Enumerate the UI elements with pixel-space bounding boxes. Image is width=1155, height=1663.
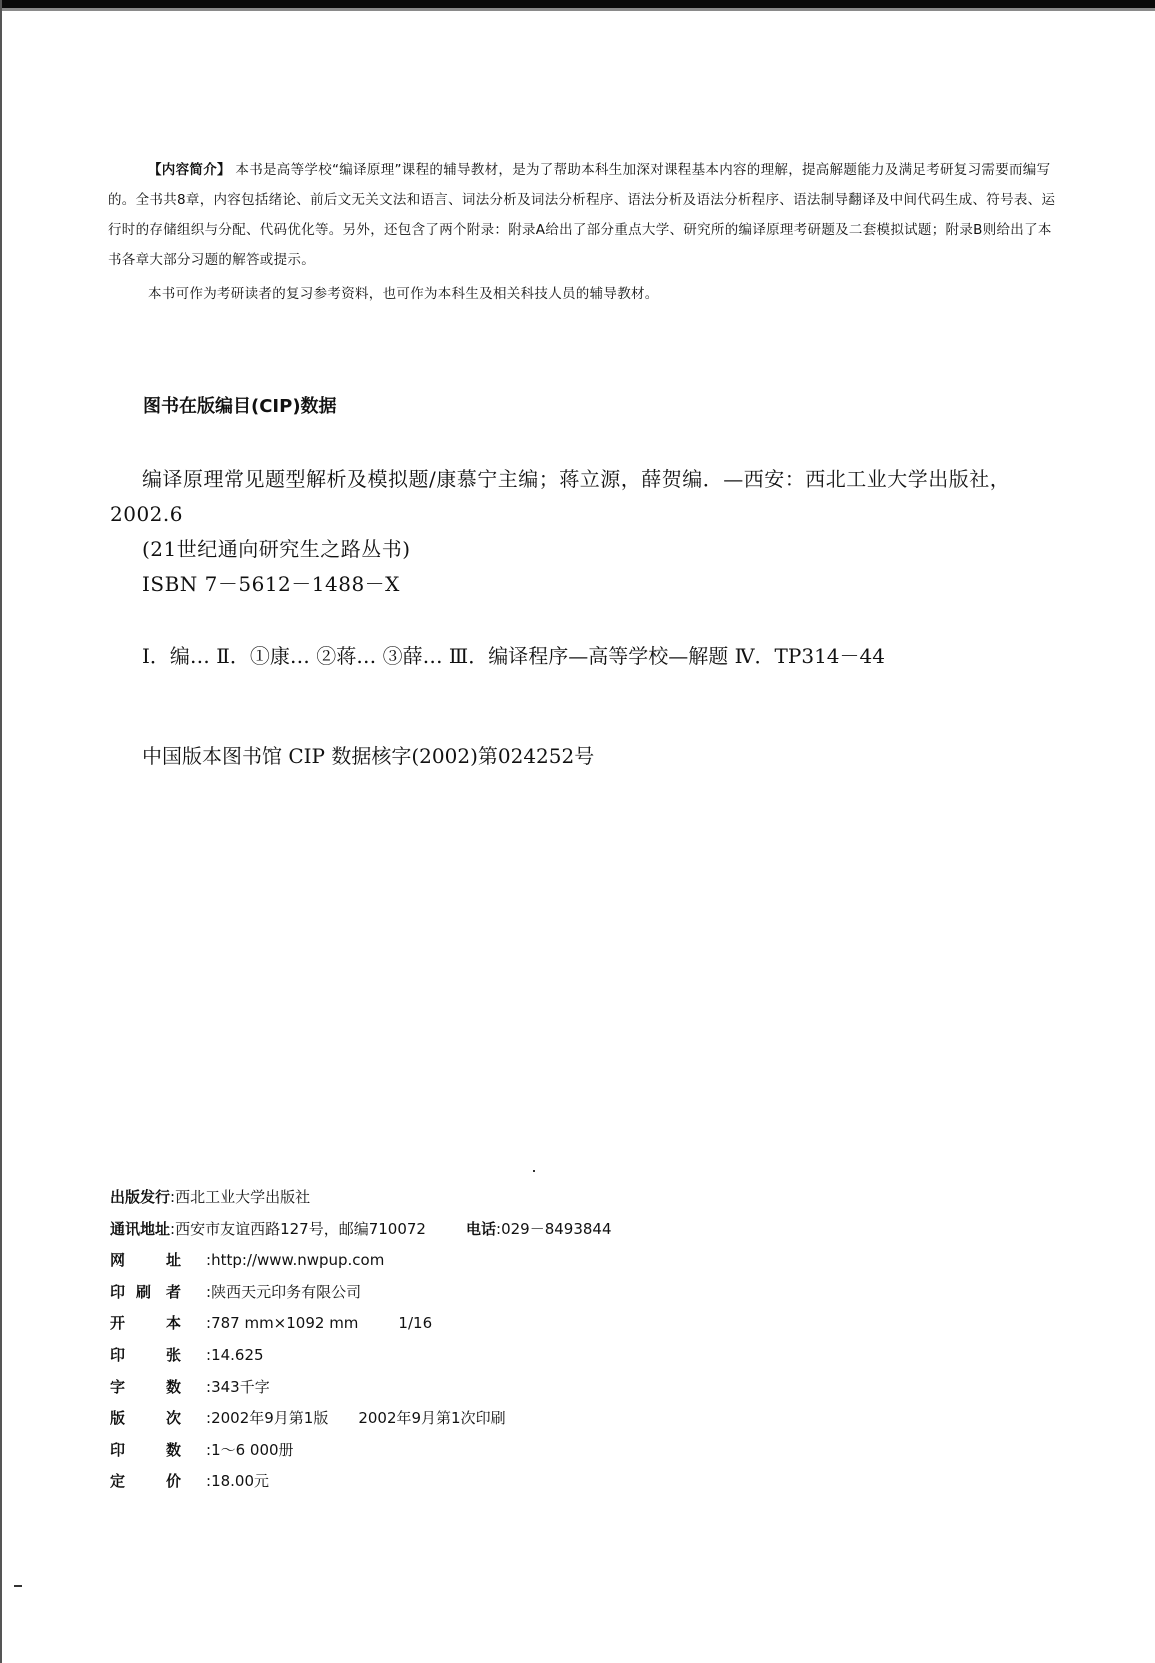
format-row: 开 本 : 787 mm×1092 mm 1/16 — [110, 1308, 1010, 1340]
edition-label-a: 版 — [110, 1409, 126, 1428]
summary-label: 【内容简介】 — [148, 162, 231, 178]
copies-value: 1～6 000册 — [211, 1440, 294, 1459]
price-label-b: 价 — [166, 1472, 182, 1491]
format-label-a: 开 — [110, 1314, 126, 1333]
copies-label-a: 印 — [110, 1440, 126, 1459]
cip-title: 图书在版编目(CIP)数据 — [143, 396, 337, 417]
cip-record — [110, 462, 1070, 602]
printer-label-a: 印 — [110, 1282, 126, 1301]
content-summary — [108, 155, 1058, 309]
cip-series: (21世纪通向研究生之路丛书) — [142, 537, 411, 561]
price-row: 定 价 : 18.00元 — [110, 1466, 1010, 1498]
cip-isbn: ISBN 7－5612－1488－X — [142, 572, 400, 596]
sheets-label-a: 印 — [110, 1345, 126, 1364]
cip-entry: 编译原理常见题型解析及模拟题/康慕宁主编；蒋立源，薛贺编．—西安：西北工业大学出版社，2002.6 — [110, 467, 1011, 526]
page-left-edge — [0, 0, 2, 1663]
words-label-b: 数 — [166, 1377, 182, 1396]
copies-label-b: 数 — [166, 1440, 182, 1459]
website-label-b: 址 — [166, 1251, 182, 1270]
price-value: 18.00元 — [211, 1472, 270, 1491]
price-label-a: 定 — [110, 1472, 126, 1491]
top-rule-shadow — [0, 8, 1155, 11]
cip-classification-block — [110, 638, 1070, 674]
copies-row: 印 数 : 1～6 000册 — [110, 1435, 1010, 1467]
phone-value: 029－8493844 — [501, 1219, 612, 1238]
publisher-value: 西北工业大学出版社 — [175, 1188, 311, 1206]
words-value: 343千字 — [211, 1377, 270, 1396]
sheets-value: 14.625 — [211, 1345, 264, 1364]
printing-value: 2002年9月第1次印刷 — [358, 1409, 506, 1428]
cip-number: 中国版本图书馆 CIP 数据核字(2002)第024252号 — [142, 744, 595, 768]
words-row: 字 数 : 343千字 — [110, 1372, 1010, 1404]
summary-text: 本书是高等学校“编译原理”课程的辅导教材，是为了帮助本科生加深对课程基本内容的理解，提高解题能力及满足考研复习需要而编写的。全书共8章，内容包括绪论、前后文无关文法和语言、词法分析及词法分析程序、语法分析及语法分析程序、语法制导翻译及中间代码生成、符号表、运行时的存储组织与分配、代码优化等。另外，还包含了两个附录：附录A给出了部分重点大学、研究所的编译原理考研题及二套模拟试题；附录B则给出了本书各章大部分习题的解答或提示。 — [108, 162, 1056, 268]
website-label-a: 网 — [110, 1251, 126, 1270]
printer-value: 陕西天元印务有限公司 — [211, 1282, 362, 1301]
address-value: 西安市友谊西路127号，邮编710072 — [175, 1219, 426, 1238]
top-rule — [0, 0, 1155, 8]
printer-label-c: 者 — [166, 1282, 182, 1301]
publishing-info — [110, 1182, 1010, 1498]
margin-mark — [14, 1585, 22, 1587]
words-label-a: 字 — [110, 1377, 126, 1396]
address-row: 通讯地址 : 西安市友谊西路127号，邮编710072 电话 : 029－8493844 — [110, 1214, 1010, 1246]
stray-dot — [533, 1170, 535, 1172]
summary-paragraph-1 — [108, 155, 1058, 275]
website-row: 网 址 : http://www.nwpup.com — [110, 1245, 1010, 1277]
edition-label-b: 次 — [166, 1409, 182, 1428]
summary-paragraph-2: 本书可作为考研读者的复习参考资料，也可作为本科生及相关科技人员的辅导教材。 — [148, 286, 659, 302]
format-fraction: 1/16 — [398, 1314, 433, 1333]
address-label: 通讯地址 — [110, 1219, 171, 1238]
sheets-label-b: 张 — [166, 1345, 182, 1364]
printer-label-b: 刷 — [136, 1282, 152, 1301]
publisher-label: 出版发行 — [110, 1188, 171, 1206]
printer-row: 印 刷 者 : 陕西天元印务有限公司 — [110, 1277, 1010, 1309]
cip-classification: Ⅰ．编… Ⅱ．①康… ②蒋… ③薛… Ⅲ．编译程序—高等学校—解题 Ⅳ．TP314－44 — [142, 644, 885, 668]
format-label-b: 本 — [166, 1314, 182, 1333]
edition-row: 版 次 : 2002年9月第1版 2002年9月第1次印刷 — [110, 1403, 1010, 1435]
edition-value: 2002年9月第1版 — [211, 1409, 329, 1428]
website-value: http://www.nwpup.com — [211, 1251, 385, 1270]
publisher-row: 出版发行 : 西北工业大学出版社 — [110, 1182, 1010, 1214]
format-value: 787 mm×1092 mm — [211, 1314, 359, 1333]
phone-label: 电话 — [465, 1219, 496, 1238]
sheets-row: 印 张 : 14.625 — [110, 1340, 1010, 1372]
